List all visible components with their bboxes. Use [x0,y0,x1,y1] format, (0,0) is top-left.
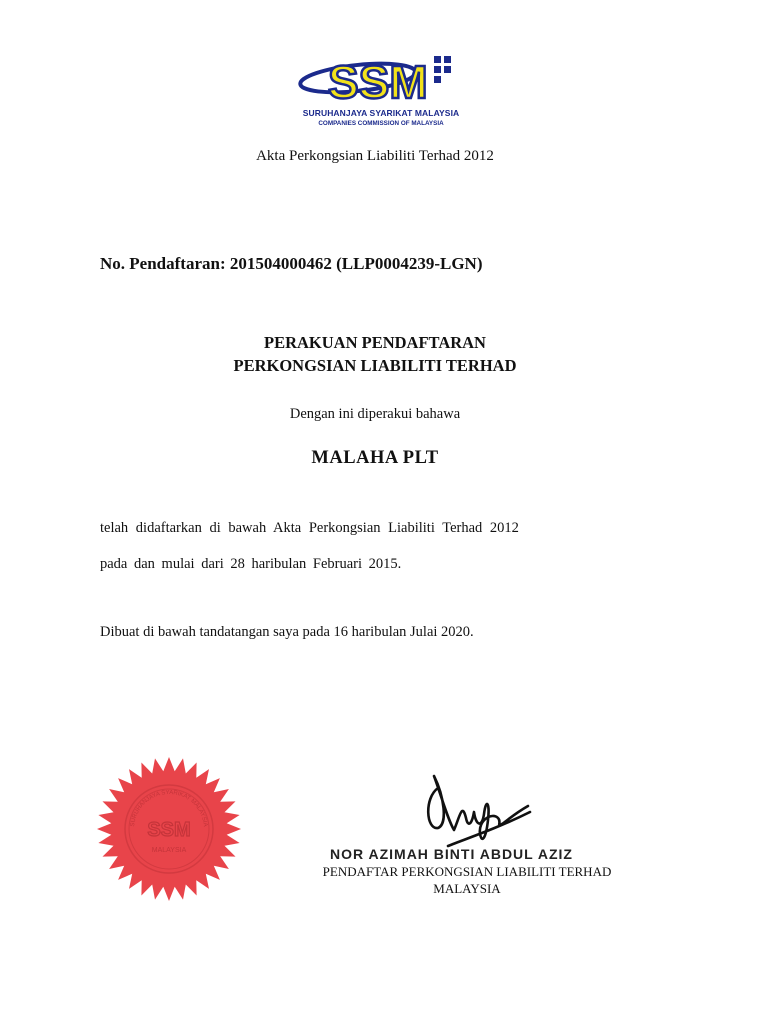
body-line-2: pada dan mulai dari 28 haribulan Februari 2015. [100,556,402,572]
svg-text:SSM: SSM [147,819,191,841]
svg-text:MALAYSIA: MALAYSIA [151,847,187,854]
signatory-title-line1: PENDAFTAR PERKONGSIAN LIABILITI TERHAD [322,864,612,879]
official-seal [96,756,242,902]
handwritten-signature [418,768,534,858]
body-line-1: telah didaftarkan di bawah Akta Perkongsian Liabiliti Terhad 2012 [100,520,519,536]
registration-number: No. Pendaftaran: 201504000462 (LLP0004239-LGN) [100,254,483,273]
certification-intro: Dengan ini diperakui bahawa [289,406,461,422]
svg-text:SURUHANJAYA SYARIKAT MALAYSIA: SURUHANJAYA SYARIKAT MALAYSIA [130,789,208,828]
certificate-title-line1: PERAKUAN PENDAFTARAN [264,333,486,352]
ssm-logo [296,46,466,132]
logo-acronym: SSM [328,56,428,108]
seal-icon [96,756,242,902]
certificate-title-line2: PERKONGSIAN LIABILITI TERHAD [233,356,517,375]
logo-name-malay: SURUHANJAYA SYARIKAT MALAYSIA [302,108,460,118]
issued-line: Dibuat di bawah tandatangan saya pada 16 haribulan Julai 2020. [100,624,474,640]
logo-name-english: COMPANIES COMMISSION OF MALAYSIA [318,120,444,127]
ssm-logo-mark [296,46,466,108]
signatory-name: NOR AZIMAH BINTI ABDUL AZIZ [330,846,573,862]
act-line: Akta Perkongsian Liabiliti Terhad 2012 [256,148,494,164]
signatory-title-line2: MALAYSIA [433,881,501,896]
company-name: MALAHA PLT [311,448,439,468]
